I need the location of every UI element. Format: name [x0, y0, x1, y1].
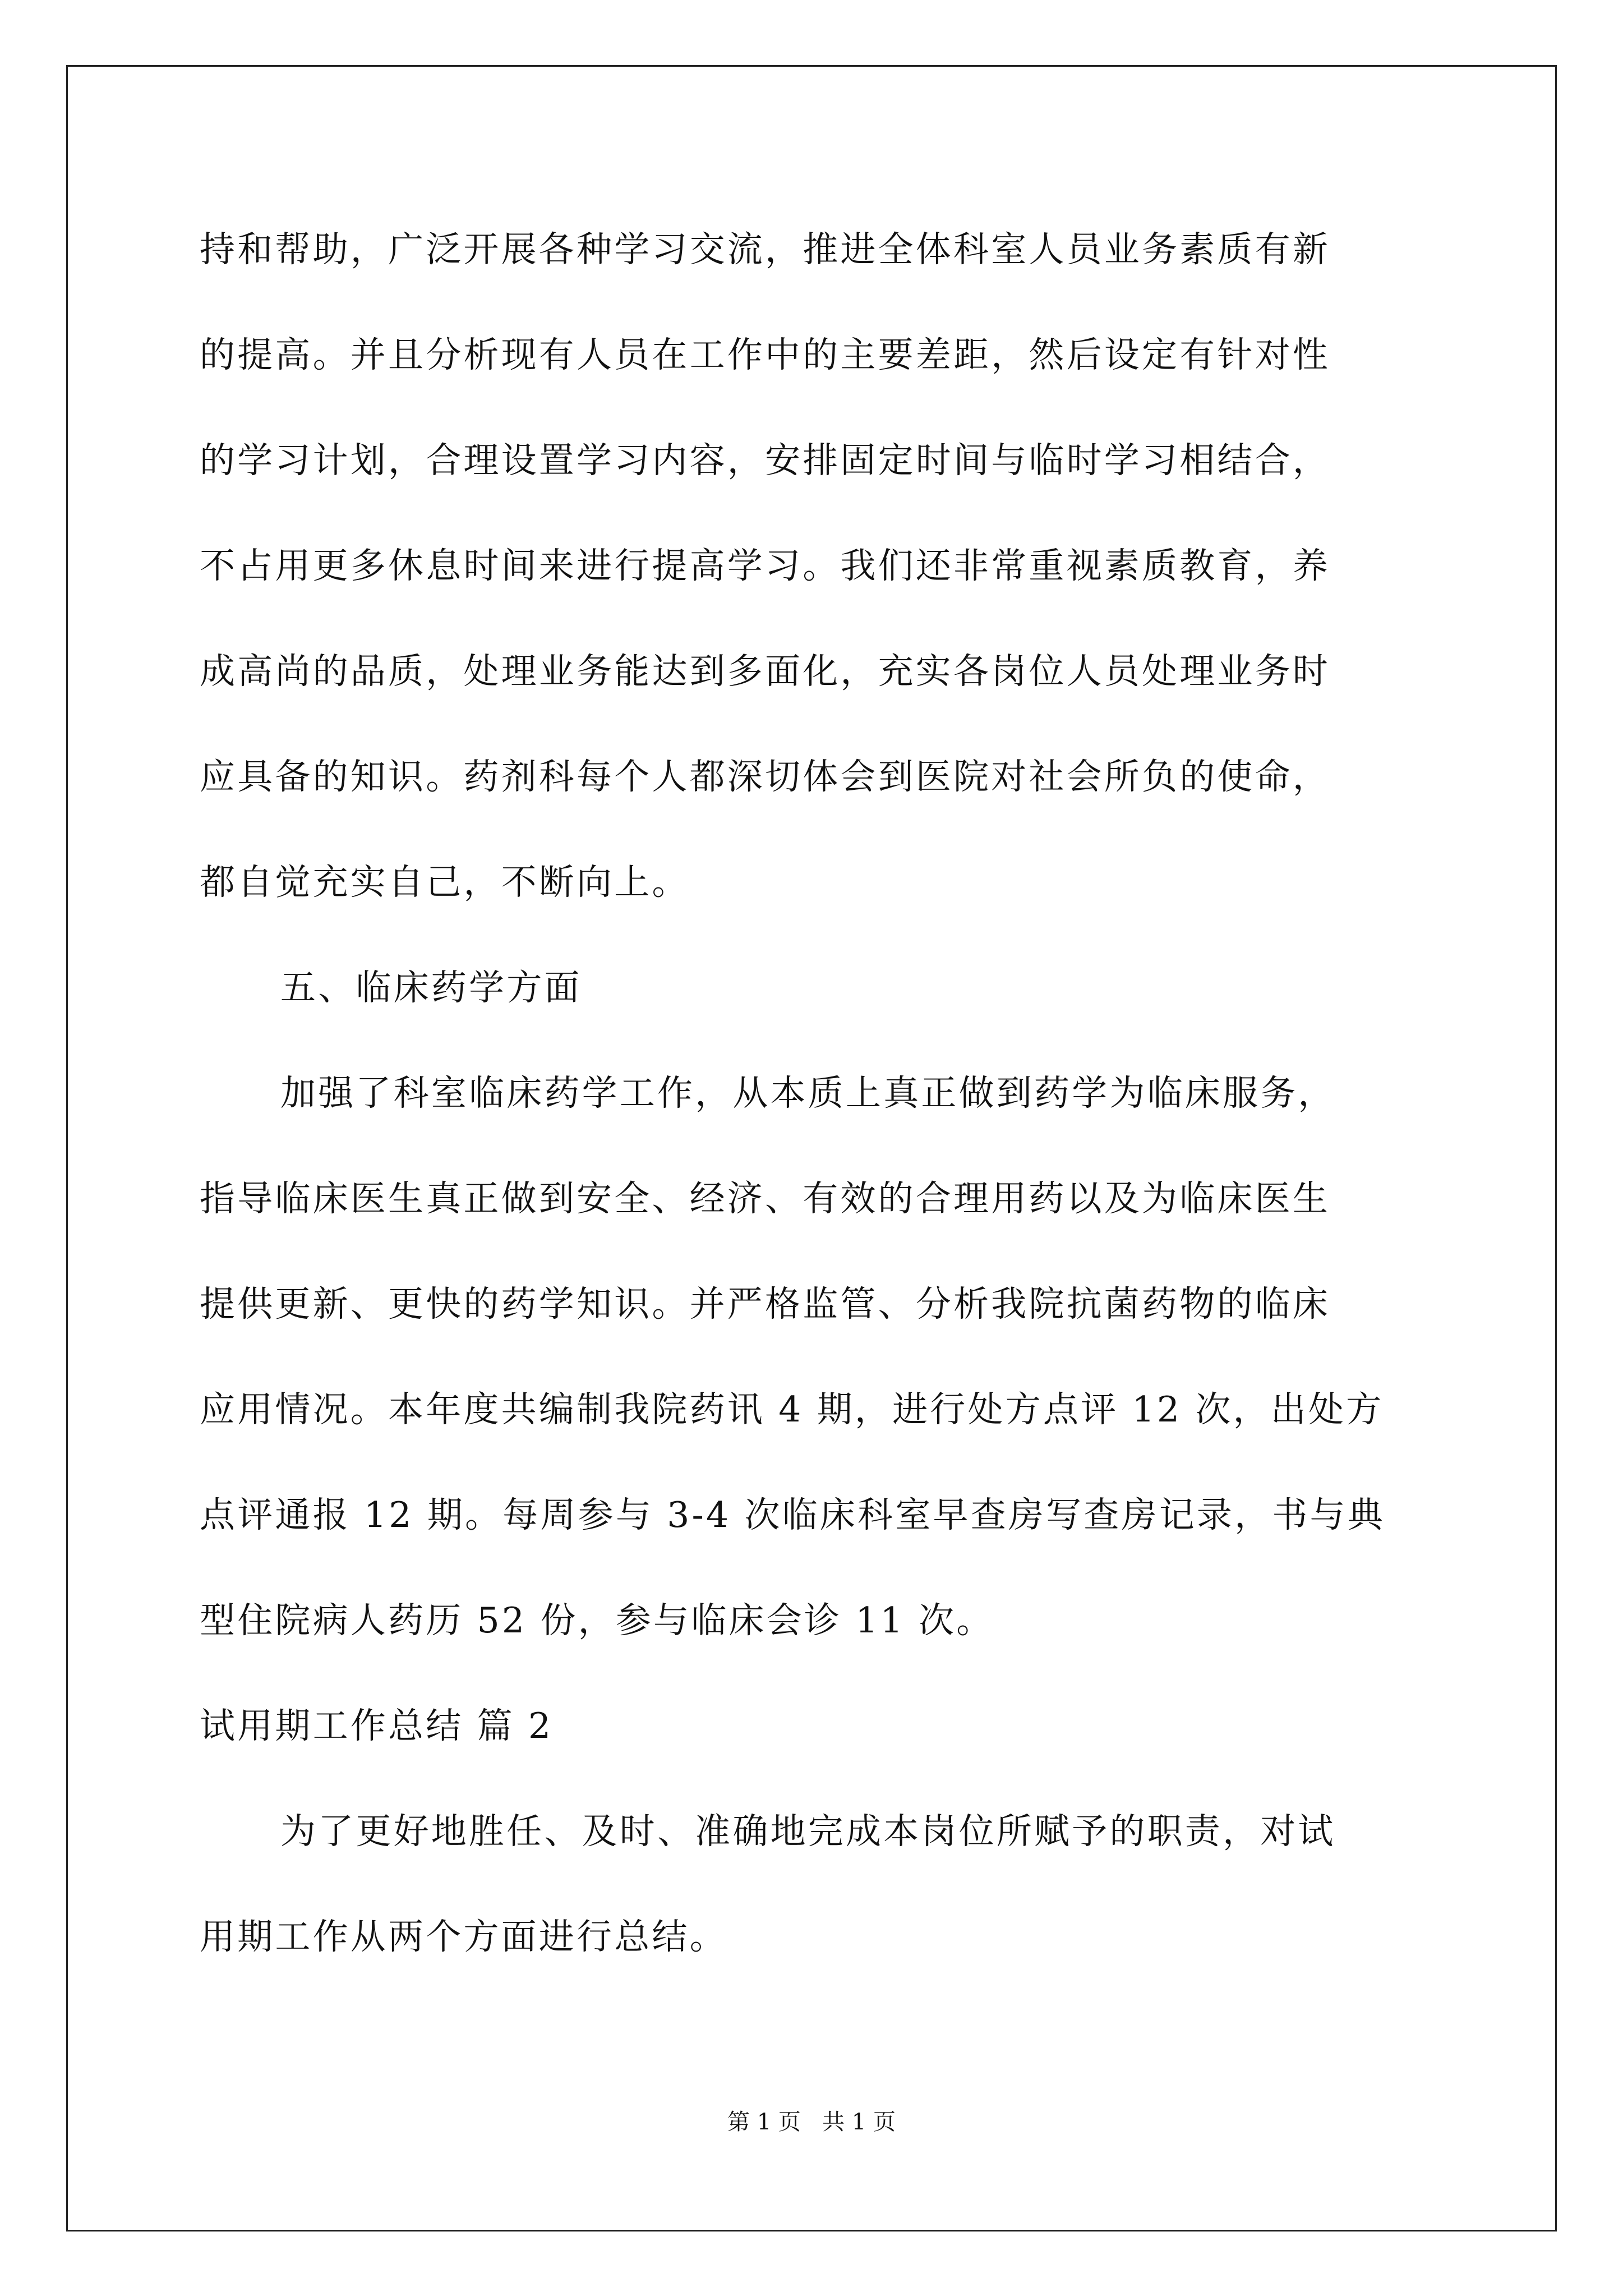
body-text-line: 成高尚的品质，处理业务能达到多面化，充实各岗位人员处理业务时: [200, 651, 1330, 692]
body-text-line: 型住院病人药历 52 份，参与临床会诊 11 次。: [200, 1600, 994, 1641]
body-text-line: 不占用更多休息时间来进行提高学习。我们还非常重视素质教育，养: [200, 545, 1330, 586]
body-text-line: 点评通报 12 期。每周参与 3-4 次临床科室早查房写查房记录，书与典: [200, 1494, 1385, 1535]
section-heading: 五、临床药学方面: [280, 967, 582, 1008]
body-text-line: 应具备的知识。药剂科每个人都深切体会到医院对社会所负的使命，: [200, 756, 1330, 797]
body-text-line: 提供更新、更快的药学知识。并严格监管、分析我院抗菌药物的临床: [200, 1283, 1330, 1324]
body-text-line: 持和帮助，广泛开展各种学习交流，推进全体科室人员业务素质有新: [200, 229, 1330, 270]
body-text-line: 的学习计划，合理设置学习内容，安排固定时间与临时学习相结合，: [200, 440, 1330, 481]
article-title: 试用期工作总结 篇 2: [200, 1705, 554, 1746]
page-footer: 第 1 页 共 1 页: [727, 2109, 896, 2135]
body-text-line: 都自觉充实自己，不断向上。: [200, 862, 690, 903]
page-border: [66, 65, 1557, 2231]
body-text-line: 用期工作从两个方面进行总结。: [200, 1916, 727, 1957]
paragraph-first-line: 加强了科室临床药学工作，从本质上真正做到药学为临床服务，: [280, 1073, 1336, 1114]
body-text-line: 应用情况。本年度共编制我院药讯 4 期，进行处方点评 12 次，出处方: [200, 1389, 1384, 1430]
body-text-line: 指导临床医生真正做到安全、经济、有效的合理用药以及为临床医生: [200, 1178, 1330, 1219]
body-text-line: 的提高。并且分析现有人员在工作中的主要差距，然后设定有针对性: [200, 334, 1330, 375]
paragraph-first-line: 为了更好地胜任、及时、准确地完成本岗位所赋予的职责，对试: [280, 1811, 1336, 1852]
